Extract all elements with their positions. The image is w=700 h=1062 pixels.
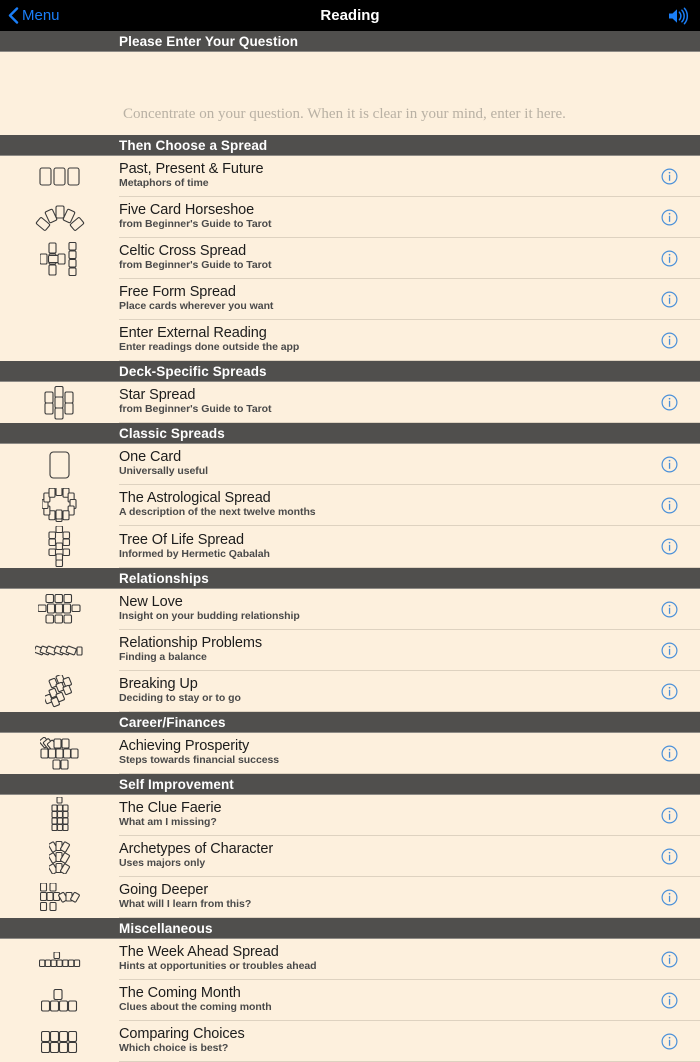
spread-row[interactable]: [0, 630, 700, 671]
chevron-left-icon: [8, 7, 19, 24]
spread-row-text: [119, 836, 638, 877]
info-circle-icon[interactable]: [661, 992, 678, 1009]
spread-subtitle: Universally useful: [119, 465, 208, 477]
info-circle-icon[interactable]: [661, 848, 678, 865]
spread-title: One Card: [119, 449, 182, 465]
info-circle-icon[interactable]: [661, 951, 678, 968]
spread-title: Past, Present & Future: [119, 161, 264, 177]
section-header: Then Choose a Spread: [0, 135, 700, 156]
spread-row-text: [119, 980, 638, 1021]
navigation-bar: [0, 0, 700, 31]
speaker-wave-icon: [667, 7, 689, 25]
spread-row[interactable]: [0, 836, 700, 877]
section-header: Deck-Specific Spreads: [0, 361, 700, 382]
section-header: Relationships: [0, 568, 700, 589]
spread-row[interactable]: [0, 444, 700, 485]
spread-list: [0, 444, 700, 568]
spread-horseshoe-icon: [0, 197, 119, 238]
spread-title: The Astrological Spread: [119, 490, 271, 506]
spread-row-text: [119, 1021, 638, 1062]
spread-clue-faerie-icon: [0, 795, 119, 836]
section-header: Classic Spreads: [0, 423, 700, 444]
info-circle-icon[interactable]: [661, 394, 678, 411]
spread-info-button[interactable]: [638, 733, 700, 774]
spread-star-icon: [0, 382, 119, 423]
spread-astrological-icon: [0, 485, 119, 526]
spread-three-cards-icon: [0, 156, 119, 197]
spread-subtitle: Steps towards financial success: [119, 754, 280, 766]
spread-list: [0, 795, 700, 918]
spread-prosperity-icon: [0, 733, 119, 774]
spread-title: Comparing Choices: [119, 1026, 245, 1042]
spread-subtitle: Insight on your budding relationship: [119, 610, 300, 622]
spread-info-button[interactable]: [638, 1021, 700, 1062]
spread-title: Archetypes of Character: [119, 841, 274, 857]
spread-info-button[interactable]: [638, 980, 700, 1021]
spread-row[interactable]: [0, 671, 700, 712]
spread-title: Star Spread: [119, 387, 196, 403]
spread-row[interactable]: [0, 197, 700, 238]
spread-row-text: [119, 589, 638, 630]
spread-row[interactable]: [0, 877, 700, 918]
spread-row[interactable]: [0, 939, 700, 980]
spread-title: The Coming Month: [119, 985, 241, 1001]
spread-row-text: [119, 279, 638, 320]
info-circle-icon[interactable]: [661, 683, 678, 700]
audio-toggle-button[interactable]: [667, 7, 700, 25]
info-circle-icon[interactable]: [661, 456, 678, 473]
spread-row[interactable]: [0, 526, 700, 568]
spread-title: Relationship Problems: [119, 635, 262, 651]
spread-row-text: [119, 630, 638, 671]
spread-list: [0, 156, 700, 361]
spread-subtitle: Metaphors of time: [119, 177, 209, 189]
spread-row-text: [119, 320, 638, 361]
spread-subtitle: Enter readings done outside the app: [119, 341, 300, 353]
spread-info-button[interactable]: [638, 320, 700, 361]
spread-sections-list: [0, 135, 700, 1062]
spread-row[interactable]: [0, 156, 700, 197]
info-circle-icon[interactable]: [661, 538, 678, 555]
spread-subtitle: What am I missing?: [119, 816, 217, 828]
spread-coming-month-icon: [0, 980, 119, 1021]
spread-archetypes-icon: [0, 836, 119, 877]
info-circle-icon[interactable]: [661, 250, 678, 267]
spread-subtitle: Hints at opportunities or troubles ahead: [119, 960, 317, 972]
spread-list: [0, 589, 700, 712]
back-button-label: Menu: [22, 7, 60, 24]
info-circle-icon[interactable]: [661, 601, 678, 618]
spread-row-text: [119, 671, 638, 712]
info-circle-icon[interactable]: [661, 332, 678, 349]
spread-title: Five Card Horseshoe: [119, 202, 255, 218]
spread-info-button[interactable]: [638, 836, 700, 877]
spread-info-button[interactable]: [638, 485, 700, 526]
spread-subtitle: Informed by Hermetic Qabalah: [119, 547, 270, 560]
spread-list: [0, 382, 700, 423]
section-header: Career/Finances: [0, 712, 700, 733]
spread-info-button[interactable]: [638, 156, 700, 197]
spread-none-icon: [0, 320, 119, 361]
spread-info-button[interactable]: [638, 197, 700, 238]
spread-new-love-icon: [0, 589, 119, 630]
spread-subtitle: Clues about the coming month: [119, 1001, 272, 1013]
spread-row-text: [119, 197, 638, 238]
page-title: Reading: [320, 7, 380, 24]
spread-list: [0, 939, 700, 1062]
spread-row-text: [119, 238, 638, 279]
spread-info-button[interactable]: [638, 939, 700, 980]
spread-info-button[interactable]: [638, 877, 700, 918]
spread-breaking-up-icon: [0, 671, 119, 712]
spread-subtitle: What will I learn from this?: [119, 898, 252, 910]
spread-subtitle: from Beginner's Guide to Tarot: [119, 218, 272, 230]
spread-row-text: [119, 733, 638, 774]
spread-subtitle: A description of the next twelve months: [119, 506, 316, 518]
spread-row[interactable]: [0, 733, 700, 774]
spread-row-text: [119, 382, 638, 423]
info-circle-icon[interactable]: [661, 807, 678, 824]
spread-row-text: [119, 877, 638, 918]
spread-row-text: [119, 444, 638, 485]
spread-title: Enter External Reading: [119, 325, 267, 341]
spread-row[interactable]: [0, 589, 700, 630]
spread-subtitle: Which choice is best?: [119, 1042, 229, 1054]
spread-title: The Clue Faerie: [119, 800, 222, 816]
spread-row[interactable]: [0, 320, 700, 361]
spread-info-button[interactable]: [638, 279, 700, 320]
question-input[interactable]: [0, 52, 700, 135]
spread-subtitle: Deciding to stay or to go: [119, 692, 241, 704]
spread-week-ahead-icon: [0, 939, 119, 980]
spread-title: Achieving Prosperity: [119, 738, 250, 754]
spread-none-icon: [0, 279, 119, 320]
spread-title: The Week Ahead Spread: [119, 944, 279, 960]
spread-title: Celtic Cross Spread: [119, 243, 247, 259]
section-header: Self Improvement: [0, 774, 700, 795]
spread-row[interactable]: [0, 1021, 700, 1062]
spread-title: New Love: [119, 594, 183, 610]
spread-going-deeper-icon: [0, 877, 119, 918]
question-placeholder-text: Concentrate on your question. When it is clear in your mind, enter it here.: [123, 106, 566, 122]
spread-row[interactable]: [0, 279, 700, 320]
spread-info-button[interactable]: [638, 382, 700, 423]
spread-row-text: [119, 795, 638, 836]
spread-info-button[interactable]: [638, 795, 700, 836]
spread-subtitle: from Beginner's Guide to Tarot: [119, 403, 272, 415]
spread-title: Tree Of Life Spread: [119, 531, 244, 548]
section-header-question: Please Enter Your Question: [0, 31, 700, 52]
info-circle-icon[interactable]: [661, 1033, 678, 1050]
back-to-menu-button[interactable]: [0, 7, 60, 24]
spread-row-text: [119, 527, 638, 568]
spread-info-button[interactable]: [638, 589, 700, 630]
spread-title: Breaking Up: [119, 676, 198, 692]
spread-subtitle: Place cards wherever you want: [119, 300, 274, 312]
spread-info-button[interactable]: [638, 526, 700, 568]
spread-tree-of-life-icon: [0, 526, 119, 568]
spread-row[interactable]: [0, 980, 700, 1021]
spread-row[interactable]: [0, 382, 700, 423]
spread-title: Going Deeper: [119, 882, 209, 898]
spread-subtitle: from Beginner's Guide to Tarot: [119, 259, 272, 271]
spread-info-button[interactable]: [638, 671, 700, 712]
spread-info-button[interactable]: [638, 630, 700, 671]
info-circle-icon[interactable]: [661, 745, 678, 762]
spread-row[interactable]: [0, 485, 700, 526]
spread-row[interactable]: [0, 795, 700, 836]
info-circle-icon[interactable]: [661, 168, 678, 185]
spread-subtitle: Uses majors only: [119, 857, 206, 869]
spread-info-button[interactable]: [638, 238, 700, 279]
spread-info-button[interactable]: [638, 444, 700, 485]
spread-row-text: [119, 485, 638, 526]
section-header: Miscellaneous: [0, 918, 700, 939]
info-circle-icon[interactable]: [661, 291, 678, 308]
spread-comparing-choices-icon: [0, 1021, 119, 1062]
spread-one-card-icon: [0, 444, 119, 485]
info-circle-icon[interactable]: [661, 497, 678, 514]
spread-row-text: [119, 156, 638, 197]
spread-row-text: [119, 939, 638, 980]
spread-list: [0, 733, 700, 774]
spread-relationship-problems-icon: [0, 630, 119, 671]
info-circle-icon[interactable]: [661, 642, 678, 659]
spread-title: Free Form Spread: [119, 284, 236, 300]
info-circle-icon[interactable]: [661, 889, 678, 906]
spread-subtitle: Finding a balance: [119, 651, 207, 663]
spread-row[interactable]: [0, 238, 700, 279]
info-circle-icon[interactable]: [661, 209, 678, 226]
spread-celtic-cross-icon: [0, 238, 119, 279]
